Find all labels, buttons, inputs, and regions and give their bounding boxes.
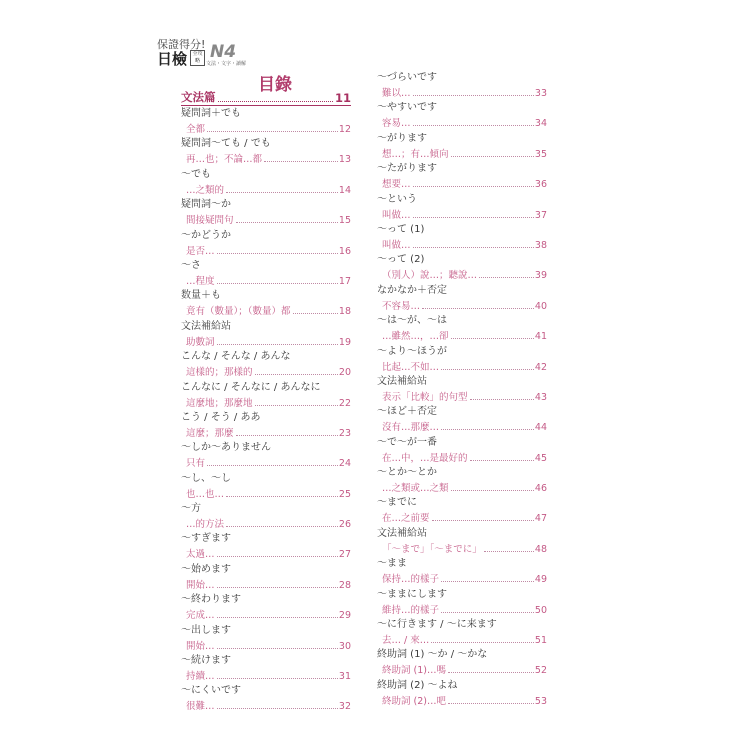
dot-leader [451,490,534,491]
entry-meaning-row [181,273,351,287]
entry-meaning-row [377,237,547,251]
entry-title: 数量＋も [181,290,221,302]
entry-meaning-row [181,395,351,409]
entry-meaning: 這麼；那麼 [186,427,234,439]
entry-meaning: 太過… [186,549,215,561]
entry-meaning: 再…也；不論…都 [186,154,263,166]
dot-leader [255,405,338,406]
page-title: 目錄 [258,75,292,95]
entry-title: 〜し、〜し [181,472,231,484]
entry-meaning-row [181,364,351,378]
dot-leader [432,520,534,521]
toc-entry[interactable] [377,435,547,465]
toc-entry[interactable] [377,344,547,374]
entry-meaning: …雖然…，…卻 [382,331,449,343]
entry-meaning-row [377,480,547,494]
entry-meaning: 叫做… [382,239,411,251]
entry-title: 〜は〜が、〜は [377,315,447,327]
entry-meaning: 是否… [186,245,215,257]
toc-entry[interactable] [377,283,547,313]
entry-page: 25 [338,488,351,500]
entry-title: 疑問詞〜ても / でも [181,138,271,150]
entry-title: 〜づらいです [377,72,437,83]
entry-meaning: 在…中，…是最好的 [382,452,468,464]
dot-leader [448,703,534,704]
toc-entry[interactable] [181,653,351,683]
dot-leader [217,708,338,709]
toc-entry[interactable] [181,258,351,288]
dot-leader [441,369,534,370]
entry-meaning-row [377,632,547,646]
entry-meaning: …程度 [186,275,215,287]
toc-entry[interactable] [377,131,547,161]
entry-meaning-row [181,516,351,530]
entry-meaning-row [181,303,351,317]
dot-leader [236,222,338,223]
entry-meaning: 終助詞 (2)…吧 [382,695,446,707]
entry-title: 〜って (2) [377,254,425,266]
entry-page: 52 [534,665,547,677]
entry-page: 22 [338,397,351,409]
dot-leader [431,642,534,643]
toc-entry[interactable] [181,592,351,622]
entry-page: 33 [534,88,547,99]
dot-leader [413,186,534,187]
entry-page: 15 [338,215,351,227]
entry-title: 〜しか〜ありません [181,442,271,454]
toc-entry[interactable] [377,70,547,100]
entry-meaning-row [377,146,547,160]
entry-meaning-row [181,638,351,652]
toc-entry[interactable] [181,562,351,592]
dot-leader [226,496,338,497]
entry-meaning-row [181,182,351,196]
toc-entry[interactable] [377,313,547,343]
entry-title: 〜より〜ほうが [377,345,447,357]
entry-meaning-row [377,359,547,373]
entry-title: 〜でも [181,168,211,180]
dot-leader [441,581,534,582]
dot-leader [217,648,338,649]
toc-entry[interactable] [181,380,351,410]
entry-meaning: …的方法 [186,519,225,531]
entry-meaning-row [181,151,351,165]
dot-leader [217,617,338,618]
dot-leader [255,374,338,375]
entry-meaning: 只有 [186,458,206,470]
entry-meaning-row [181,243,351,257]
entry-meaning: 開始… [186,579,215,591]
entry-page: 27 [338,549,351,561]
entry-page: 14 [338,184,351,196]
entry-title: 〜続けます [181,655,231,667]
entry-page: 28 [338,579,351,591]
entry-meaning: 間接疑問句 [186,215,234,227]
dot-leader [217,587,338,588]
entry-meaning: 這樣的；那樣的 [186,367,253,379]
dot-leader [217,344,338,345]
entry-meaning-row [181,334,351,348]
entry-meaning-row [377,389,547,403]
entry-title: 〜に行きます / 〜に来ます [377,619,497,631]
entry-meaning: …之類或…之類 [382,483,449,495]
toc-entry[interactable] [181,319,351,349]
entry-meaning-row [377,510,547,524]
dot-leader [236,435,338,436]
entry-page: 43 [534,391,547,403]
entry-meaning-row [377,85,547,99]
entry-title: 文法補給站 [377,527,427,539]
entry-meaning-row [377,267,547,281]
logo-subtitle: 文法・文字・讀解 [206,61,247,67]
dot-leader [451,338,534,339]
toc-entry[interactable] [181,471,351,501]
dot-leader [413,217,534,218]
dot-leader [226,192,338,193]
entry-title: 〜さ [181,259,201,271]
book-logo [157,36,247,68]
entry-page: 51 [534,635,547,647]
entry-title: 文法補給站 [181,320,231,332]
entry-page: 12 [338,124,351,135]
toc-entry[interactable] [181,349,351,379]
entry-title: 終助詞 (1) 〜か / 〜かな [377,649,488,661]
entry-meaning-row [377,115,547,129]
entry-page: 39 [534,270,547,282]
entry-page: 16 [338,245,351,257]
entry-title: 〜すぎます [181,533,231,545]
entry-page: 41 [534,331,547,343]
logo-level: N4 [210,42,237,62]
entry-meaning: 去… / 來… [382,635,430,647]
entry-meaning-row [377,602,547,616]
entry-title: 〜たがります [377,163,437,175]
dot-leader [451,156,534,157]
entry-meaning: 這麼地；那麼地 [186,397,253,409]
entry-title: こう / そう / ああ [181,411,261,423]
entry-meaning-row [377,693,547,707]
entry-title: 疑問詞〜か [181,199,231,211]
dot-leader [448,672,534,673]
entry-page: 46 [534,483,547,495]
entry-title: 〜やすいです [377,102,437,114]
entry-title: 疑問詞＋でも [181,108,241,119]
toc-entry[interactable] [181,106,351,136]
entry-title: 終助詞 (2) 〜よね [377,679,458,691]
dot-leader [441,429,534,430]
dot-leader [293,313,338,314]
entry-meaning-row [377,571,547,585]
entry-meaning: 「〜まで」「〜までに」 [382,543,482,555]
entry-page: 20 [338,367,351,379]
entry-meaning: 保持…的樣子 [382,574,440,586]
toc-entry[interactable] [181,410,351,440]
toc-entry[interactable] [377,526,547,556]
entry-meaning-row [181,668,351,682]
toc-entry[interactable] [377,647,547,677]
toc-entry[interactable] [377,465,547,495]
toc-entry[interactable] [377,495,547,525]
entry-meaning: 容易… [382,118,411,130]
entry-meaning: 想要… [382,179,411,191]
toc-entry[interactable] [181,228,351,258]
entry-page: 45 [534,452,547,464]
entry-page: 13 [338,154,351,166]
dot-leader [413,125,534,126]
entry-page: 24 [338,458,351,470]
toc-entry[interactable] [181,440,351,470]
entry-meaning: 完成… [186,610,215,622]
entry-meaning-row [377,419,547,433]
toc-entry[interactable] [181,623,351,653]
logo-badge: 全攻略 [190,50,205,66]
dot-leader [413,95,534,96]
entry-page: 32 [338,701,351,713]
entry-meaning: 持續… [186,671,215,683]
logo-tagline: 保證得分! [157,38,206,51]
entry-page: 18 [338,306,351,318]
toc-entry[interactable] [377,192,547,222]
toc-entry[interactable] [181,136,351,166]
entry-meaning-row [181,212,351,226]
entry-page: 42 [534,361,547,373]
entry-meaning-row [377,541,547,555]
entry-title: 〜までに [377,497,417,509]
entry-meaning-row [181,486,351,500]
entry-meaning: 竟有（數量）；（數量）都 [186,306,291,318]
entry-page: 23 [338,427,351,439]
entry-title: 〜ほど＋否定 [377,406,437,418]
dot-leader [422,308,534,309]
entry-page: 49 [534,574,547,586]
entry-title: 〜終わります [181,594,241,606]
entry-page: 50 [534,604,547,616]
entry-meaning-row [181,455,351,469]
entry-meaning-row [181,546,351,560]
toc-entry[interactable] [181,167,351,197]
entry-page: 38 [534,239,547,251]
entry-meaning: 沒有…那麼… [382,422,440,434]
entry-page: 40 [534,300,547,312]
toc-entry[interactable] [181,197,351,227]
entry-meaning: 叫做… [382,209,411,221]
dot-leader [217,253,338,254]
toc-column-left [181,90,351,714]
entry-meaning-row [181,607,351,621]
entry-title: 〜という [377,193,417,205]
entry-meaning: 想…；有…傾向 [382,148,449,160]
entry-meaning-row [377,176,547,190]
entry-meaning: 維持…的樣子 [382,604,440,616]
entry-title: 〜方 [181,503,201,515]
entry-title: こんなに / そんなに / あんなに [181,381,321,393]
entry-title: 〜とか〜とか [377,467,437,479]
entry-page: 30 [338,640,351,652]
section-page: 11 [334,91,351,105]
entry-meaning: 很難… [186,701,215,713]
entry-page: 26 [338,519,351,531]
logo-title: 日檢 [157,50,188,68]
entry-page: 35 [534,148,547,160]
toc-entry[interactable] [377,222,547,252]
dot-leader [207,465,338,466]
entry-page: 29 [338,610,351,622]
entry-meaning: 全都 [186,124,206,135]
toc-entry[interactable] [377,374,547,404]
section-label: 文法篇 [181,90,216,104]
dot-leader [218,101,333,102]
toc-entry[interactable] [377,100,547,130]
dot-leader [217,678,338,679]
entry-title: 〜出します [181,624,231,636]
dot-leader [470,460,534,461]
entry-meaning: 不容易… [382,300,421,312]
dot-leader [441,612,534,613]
entry-page: 44 [534,422,547,434]
entry-title: 〜で〜が一番 [377,436,437,448]
entry-page: 36 [534,179,547,191]
entry-meaning: 難以… [382,88,411,99]
entry-page: 47 [534,513,547,525]
entry-page: 37 [534,209,547,221]
entry-meaning: 開始… [186,640,215,652]
entry-meaning-row [181,121,351,135]
entry-meaning: 終助詞 (1)…嗎 [382,665,446,677]
entry-meaning-row [377,450,547,464]
entry-title: 〜って (1) [377,223,425,235]
toc-entry[interactable] [377,678,547,708]
entry-page: 31 [338,671,351,683]
entry-title: 〜かどうか [181,229,231,241]
entry-meaning: 比起…不如… [382,361,440,373]
dot-leader [226,526,338,527]
toc-entry[interactable] [181,501,351,531]
toc-entry[interactable] [377,404,547,434]
entry-meaning: 表示「比較」的句型 [382,391,468,403]
entry-meaning-row [377,298,547,312]
entry-page: 34 [534,118,547,130]
toc-entry[interactable] [377,556,547,586]
dot-leader [217,556,338,557]
entry-meaning-row [377,328,547,342]
dot-leader [470,399,534,400]
entry-title: 文法補給站 [377,375,427,387]
entry-title: 〜にくいです [181,685,241,697]
dot-leader [484,551,534,552]
toc-entry[interactable] [377,617,547,647]
entry-meaning-row [377,207,547,221]
toc-entry[interactable] [377,587,547,617]
toc-entry[interactable] [377,252,547,282]
toc-entry[interactable] [181,531,351,561]
entry-title: 〜まま [377,558,407,570]
entry-meaning: 在…之前要 [382,513,430,525]
entry-meaning-row [181,698,351,712]
entry-page: 19 [338,336,351,348]
toc-column-right [377,70,547,708]
entry-title: 〜がります [377,132,427,144]
entry-meaning-row [181,425,351,439]
entry-meaning: 也…也… [186,488,225,500]
entry-page: 53 [534,695,547,707]
dot-leader [264,161,338,162]
entry-page: 48 [534,543,547,555]
toc-entry[interactable] [377,161,547,191]
dot-leader [217,283,338,284]
entry-meaning: （別人）說…；聽說… [382,270,478,282]
section-heading[interactable] [181,90,351,106]
entry-meaning: 助數詞 [186,336,215,348]
toc-entry[interactable] [181,288,351,318]
entry-page: 17 [338,275,351,287]
entry-title: こんな / そんな / あんな [181,351,291,363]
entry-title: 〜ままにします [377,588,447,600]
entry-meaning-row [377,662,547,676]
toc-entry[interactable] [181,683,351,713]
entry-title: 〜始めます [181,563,231,575]
entry-meaning: …之類的 [186,184,225,196]
entry-title: なかなか＋否定 [377,284,447,296]
entry-meaning-row [181,577,351,591]
dot-leader [207,131,338,132]
dot-leader [479,277,534,278]
dot-leader [413,247,534,248]
